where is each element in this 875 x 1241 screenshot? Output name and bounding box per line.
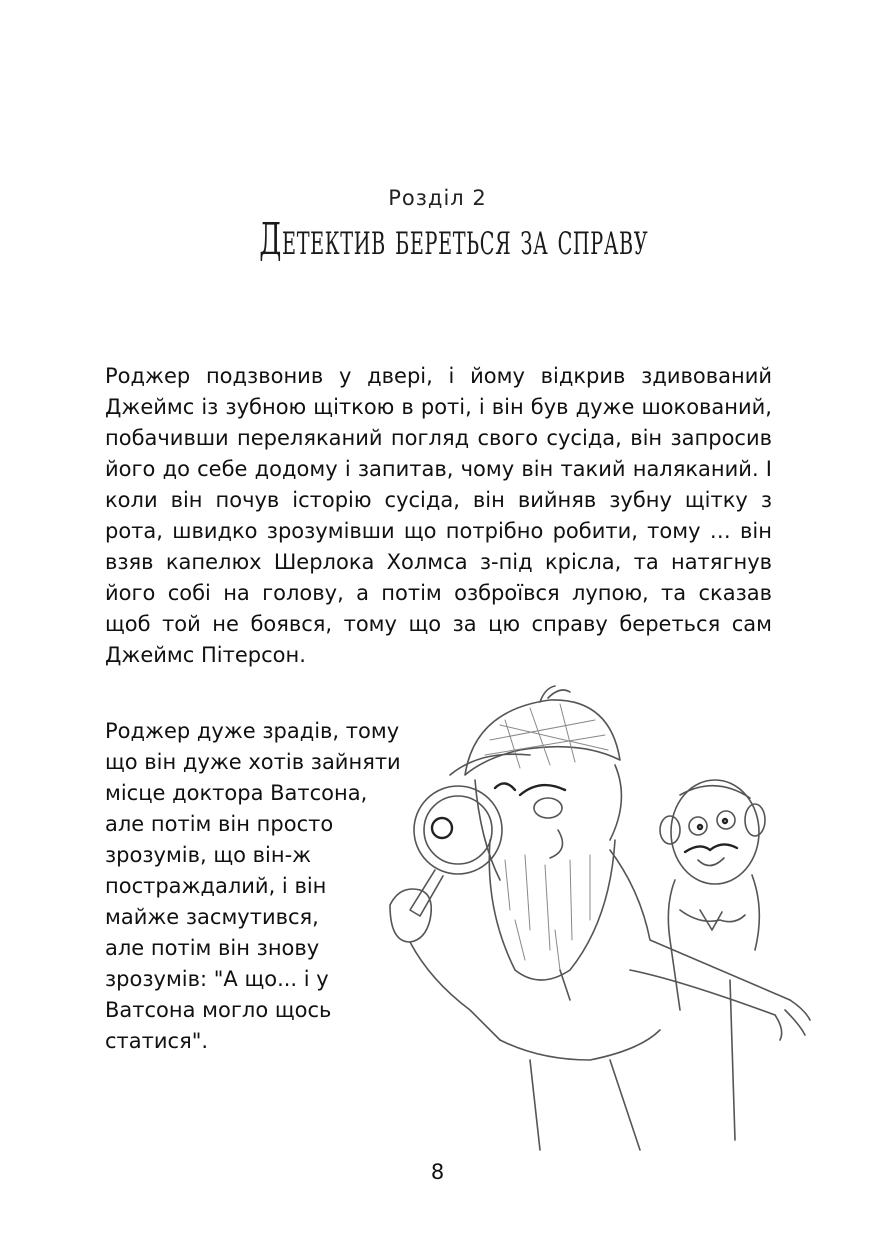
- paragraph-2-line: але потім він просто: [105, 812, 334, 836]
- paragraph-2-line: що він дуже хотів зайняти: [105, 750, 401, 774]
- paragraph-2-line: місце доктора Ватсона,: [105, 781, 368, 805]
- paragraph-1: Роджер подзвонив у двері, і йому відкрив здивований Джеймс із зубною щіткою в роті, і він був дуже шокований, побачивши переляканий погляд свого сусіда, він запросив його до себе додому і запитав, чому він такий наляканий. І коли він почув історію сусіда, він вийняв зубну щітку з рота, швидко зрозумівши що потрібно робити, тому … він взяв капелюх Шерлока Холмса з-під крісла, та натягнув його собі на голову, а потім озброївся лупою, та сказав щоб той не боявся, тому що за цю справу береться сам Джеймс Пітерсон.: [105, 364, 772, 667]
- paragraph-2-line: зрозумів: "А що... і у: [105, 967, 329, 991]
- chapter-label: Розділ 2: [388, 186, 487, 210]
- paragraph-2-line: постраждалий, і він: [105, 874, 327, 898]
- roger-figure: [660, 780, 765, 1140]
- paragraph-2-line: майже засмутився,: [105, 905, 319, 929]
- paragraph-2-line: статися".: [105, 1029, 209, 1053]
- paragraph-2-line: але потім він знову: [105, 936, 320, 960]
- james-figure: [390, 686, 810, 1150]
- paragraph-2-line: зрозумів, що він-ж: [105, 843, 312, 867]
- chapter-title: Детектив береться за справу: [259, 214, 649, 265]
- detective-illustration: [380, 680, 820, 1160]
- paragraph-2-line: Роджер дуже зрадів, тому: [105, 719, 400, 743]
- page-number: 8: [430, 1160, 445, 1184]
- paragraph-2-line: Ватсона могло щось: [105, 998, 332, 1022]
